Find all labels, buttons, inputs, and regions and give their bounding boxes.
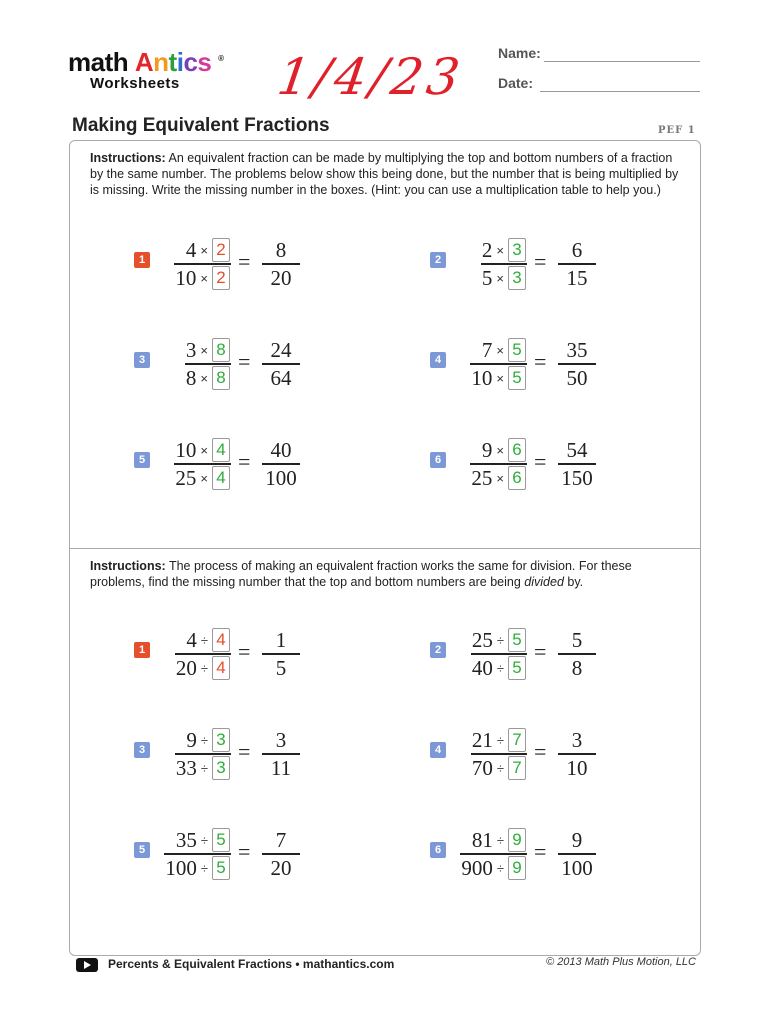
result-denominator: 20 — [270, 266, 292, 290]
logo-antics: Antics — [134, 46, 212, 77]
problem-number-badge: 6 — [430, 452, 446, 468]
answer-box-top[interactable]: 3 — [212, 728, 230, 752]
problem-4 — [430, 336, 670, 396]
problem-6 — [430, 826, 670, 886]
result-fraction-bar — [262, 363, 300, 365]
play-icon[interactable] — [76, 958, 98, 972]
problem-number-badge: 2 — [430, 642, 446, 658]
problem-number-badge: 5 — [134, 452, 150, 468]
logo-math: math — [68, 46, 129, 77]
operator-sign: × — [200, 270, 208, 286]
operator-sign: ÷ — [200, 860, 208, 876]
operator-sign: ÷ — [200, 832, 208, 848]
denominator-row — [176, 656, 230, 680]
answer-box-top[interactable]: 2 — [212, 238, 230, 262]
name-label: Name: — [498, 45, 541, 61]
denominator-row — [482, 266, 526, 290]
answer-box-bottom[interactable]: 3 — [508, 266, 526, 290]
section2-instructions-emphasis: divided — [524, 575, 564, 589]
problem-2 — [430, 626, 670, 686]
result-numerator: 54 — [566, 438, 588, 462]
equals-sign: = — [534, 449, 547, 474]
operator-sign: × — [496, 442, 504, 458]
answer-box-bottom[interactable]: 6 — [508, 466, 526, 490]
result-fraction-bar — [558, 753, 596, 755]
operator-sign: ÷ — [200, 660, 208, 676]
problem-number-badge: 6 — [430, 842, 446, 858]
equals-sign: = — [534, 739, 547, 764]
answer-box-top[interactable]: 6 — [508, 438, 526, 462]
result-numerator: 1 — [275, 628, 287, 652]
denominator-row — [471, 466, 526, 490]
result-fraction-bar — [558, 363, 596, 365]
operator-sign: × — [496, 242, 504, 258]
operator-sign: ÷ — [200, 632, 208, 648]
numerator: 4 — [186, 627, 197, 652]
denominator: 900 — [461, 855, 493, 880]
equals-sign: = — [238, 839, 251, 864]
denominator-row — [472, 656, 526, 680]
result-denominator: 15 — [566, 266, 588, 290]
denominator: 8 — [185, 365, 197, 390]
numerator: 10 — [175, 437, 197, 462]
equals-sign: = — [238, 739, 251, 764]
numerator: 35 — [175, 827, 197, 852]
answer-box-bottom[interactable]: 5 — [212, 856, 230, 880]
numerator: 9 — [481, 437, 493, 462]
operator-sign: × — [200, 442, 208, 458]
denominator: 100 — [165, 855, 197, 880]
result-denominator: 11 — [270, 756, 292, 780]
footer-link[interactable]: Percents & Equivalent Fractions • mathantics.com — [108, 957, 395, 971]
operator-sign: ÷ — [496, 860, 504, 876]
equals-sign: = — [534, 639, 547, 664]
result-numerator: 24 — [270, 338, 292, 362]
problem-number-badge: 3 — [134, 742, 150, 758]
copyright: © 2013 Math Plus Motion, LLC — [546, 956, 696, 968]
name-field[interactable] — [498, 45, 541, 61]
numerator-row — [175, 438, 230, 462]
numerator-row — [472, 628, 526, 652]
equals-sign: = — [238, 349, 251, 374]
date-label: Date: — [498, 75, 534, 91]
answer-box-bottom[interactable]: 4 — [212, 656, 230, 680]
result-denominator: 5 — [275, 656, 287, 680]
operator-sign: ÷ — [200, 760, 208, 776]
answer-box-bottom[interactable]: 7 — [508, 756, 526, 780]
problem-number-badge: 1 — [134, 642, 150, 658]
problem-number-badge: 2 — [430, 252, 446, 268]
numerator-row — [186, 238, 230, 262]
answer-box-top[interactable]: 5 — [212, 828, 230, 852]
result-numerator: 3 — [275, 728, 287, 752]
equals-sign: = — [238, 249, 251, 274]
name-line[interactable] — [544, 61, 700, 62]
section2-instructions-label: Instructions: — [90, 559, 166, 573]
operator-sign: ÷ — [496, 660, 504, 676]
denominator-row — [175, 466, 230, 490]
result-denominator: 20 — [270, 856, 292, 880]
answer-box-bottom[interactable]: 2 — [212, 266, 230, 290]
answer-box-bottom[interactable]: 5 — [508, 656, 526, 680]
section1-instructions — [90, 150, 680, 198]
result-numerator: 35 — [566, 338, 588, 362]
numerator: 21 — [471, 727, 493, 752]
section1-instructions-text: An equivalent fraction can be made by multiplying the top and bottom numbers of a fraction by the same number. The problems below show this being done, but the number that is being multiplied by is missing. Write the missing number in the boxes. (Hint: you can use a multiplication table to help you.) — [90, 151, 679, 197]
page-title: Making Equivalent Fractions — [72, 115, 330, 136]
problem-number-badge: 3 — [134, 352, 150, 368]
result-denominator: 100 — [561, 856, 593, 880]
denominator-row — [461, 856, 526, 880]
problem-number-badge: 1 — [134, 252, 150, 268]
answer-box-top[interactable]: 7 — [508, 728, 526, 752]
result-fraction-bar — [558, 653, 596, 655]
numerator-row — [186, 728, 230, 752]
worksheet-code: PEF 1 — [658, 125, 696, 136]
denominator: 25 — [175, 465, 197, 490]
answer-box-top[interactable]: 3 — [508, 238, 526, 262]
result-numerator: 8 — [275, 238, 287, 262]
section1-instructions-label: Instructions: — [90, 151, 166, 165]
answer-box-top[interactable]: 8 — [212, 338, 230, 362]
operator-sign: ÷ — [496, 732, 504, 748]
result-denominator: 50 — [566, 366, 588, 390]
denominator-row — [472, 756, 526, 780]
answer-box-top[interactable]: 4 — [212, 438, 230, 462]
operator-sign: ÷ — [200, 732, 208, 748]
operator-sign: × — [200, 370, 208, 386]
operator-sign: × — [200, 242, 208, 258]
operator-sign: × — [496, 470, 504, 486]
answer-box-top[interactable]: 4 — [212, 628, 230, 652]
problem-1 — [134, 236, 374, 296]
result-fraction-bar — [558, 463, 596, 465]
denominator: 40 — [471, 655, 493, 680]
result-fraction-bar — [262, 653, 300, 655]
denominator-row — [471, 366, 526, 390]
answer-box-top[interactable]: 9 — [508, 828, 526, 852]
math-antics-logo — [68, 44, 224, 92]
result-fraction-bar — [262, 263, 300, 265]
footer — [74, 955, 696, 973]
logo-worksheets: Worksheets — [90, 74, 180, 92]
numerator: 4 — [185, 237, 197, 262]
result-numerator: 7 — [275, 828, 287, 852]
date-line[interactable] — [540, 91, 700, 92]
equals-sign: = — [534, 349, 547, 374]
handwritten-date: 1/4/23 — [273, 48, 468, 106]
numerator-row — [472, 728, 526, 752]
result-fraction-bar — [558, 263, 596, 265]
result-fraction-bar — [262, 853, 300, 855]
result-denominator: 8 — [571, 656, 583, 680]
result-fraction-bar — [558, 853, 596, 855]
denominator: 20 — [175, 655, 197, 680]
result-numerator: 40 — [270, 438, 292, 462]
result-numerator: 6 — [571, 238, 583, 262]
operator-sign: × — [496, 342, 504, 358]
logo-tm: ® — [218, 54, 224, 63]
denominator: 10 — [471, 365, 493, 390]
equals-sign: = — [534, 839, 547, 864]
denominator: 33 — [175, 755, 197, 780]
operator-sign: × — [200, 342, 208, 358]
denominator: 25 — [471, 465, 493, 490]
answer-box-bottom[interactable]: 8 — [212, 366, 230, 390]
denominator: 10 — [175, 265, 197, 290]
numerator-row — [186, 628, 230, 652]
numerator: 7 — [481, 337, 493, 362]
result-numerator: 3 — [571, 728, 583, 752]
denominator-row — [186, 366, 230, 390]
result-numerator: 5 — [571, 628, 583, 652]
result-denominator: 150 — [561, 466, 593, 490]
result-fraction-bar — [262, 753, 300, 755]
problem-5 — [134, 826, 374, 886]
numerator: 9 — [186, 727, 197, 752]
problem-6 — [430, 436, 670, 496]
problem-3 — [134, 336, 374, 396]
answer-box-top[interactable]: 5 — [508, 628, 526, 652]
numerator: 3 — [185, 337, 197, 362]
equals-sign: = — [238, 449, 251, 474]
numerator-row — [176, 828, 230, 852]
operator-sign: ÷ — [496, 760, 504, 776]
problem-number-badge: 5 — [134, 842, 150, 858]
numerator-row — [482, 238, 526, 262]
date-field[interactable] — [498, 75, 533, 91]
equals-sign: = — [238, 639, 251, 664]
denominator: 5 — [481, 265, 493, 290]
section2-instructions — [90, 558, 680, 590]
problem-2 — [430, 236, 670, 296]
problem-1 — [134, 626, 374, 686]
numerator-row — [482, 338, 526, 362]
numerator-row — [472, 828, 526, 852]
denominator-row — [175, 266, 230, 290]
operator-sign: × — [496, 270, 504, 286]
denominator-row — [176, 756, 230, 780]
problem-4 — [430, 726, 670, 786]
answer-box-bottom[interactable]: 4 — [212, 466, 230, 490]
operator-sign: ÷ — [496, 832, 504, 848]
section2-instructions-text-a: The process of making an equivalent fraction works the same for division. For these problems, find the missing number that the top and bottom numbers are being — [90, 559, 632, 589]
equals-sign: = — [534, 249, 547, 274]
result-numerator: 9 — [571, 828, 583, 852]
result-denominator: 100 — [265, 466, 297, 490]
result-denominator: 10 — [566, 756, 588, 780]
numerator-row — [482, 438, 526, 462]
operator-sign: × — [200, 470, 208, 486]
answer-box-top[interactable]: 5 — [508, 338, 526, 362]
numerator: 2 — [481, 237, 493, 262]
operator-sign: × — [496, 370, 504, 386]
denominator: 70 — [471, 755, 493, 780]
problem-number-badge: 4 — [430, 742, 446, 758]
answer-box-bottom[interactable]: 5 — [508, 366, 526, 390]
result-denominator: 64 — [270, 366, 292, 390]
answer-box-bottom[interactable]: 3 — [212, 756, 230, 780]
numerator: 81 — [471, 827, 493, 852]
numerator: 25 — [471, 627, 493, 652]
numerator-row — [186, 338, 230, 362]
problem-number-badge: 4 — [430, 352, 446, 368]
section-divider — [69, 548, 701, 549]
problem-5 — [134, 436, 374, 496]
answer-box-bottom[interactable]: 9 — [508, 856, 526, 880]
section2-instructions-text-b: by. — [563, 575, 584, 589]
result-fraction-bar — [262, 463, 300, 465]
denominator-row — [165, 856, 230, 880]
operator-sign: ÷ — [496, 632, 504, 648]
problem-3 — [134, 726, 374, 786]
